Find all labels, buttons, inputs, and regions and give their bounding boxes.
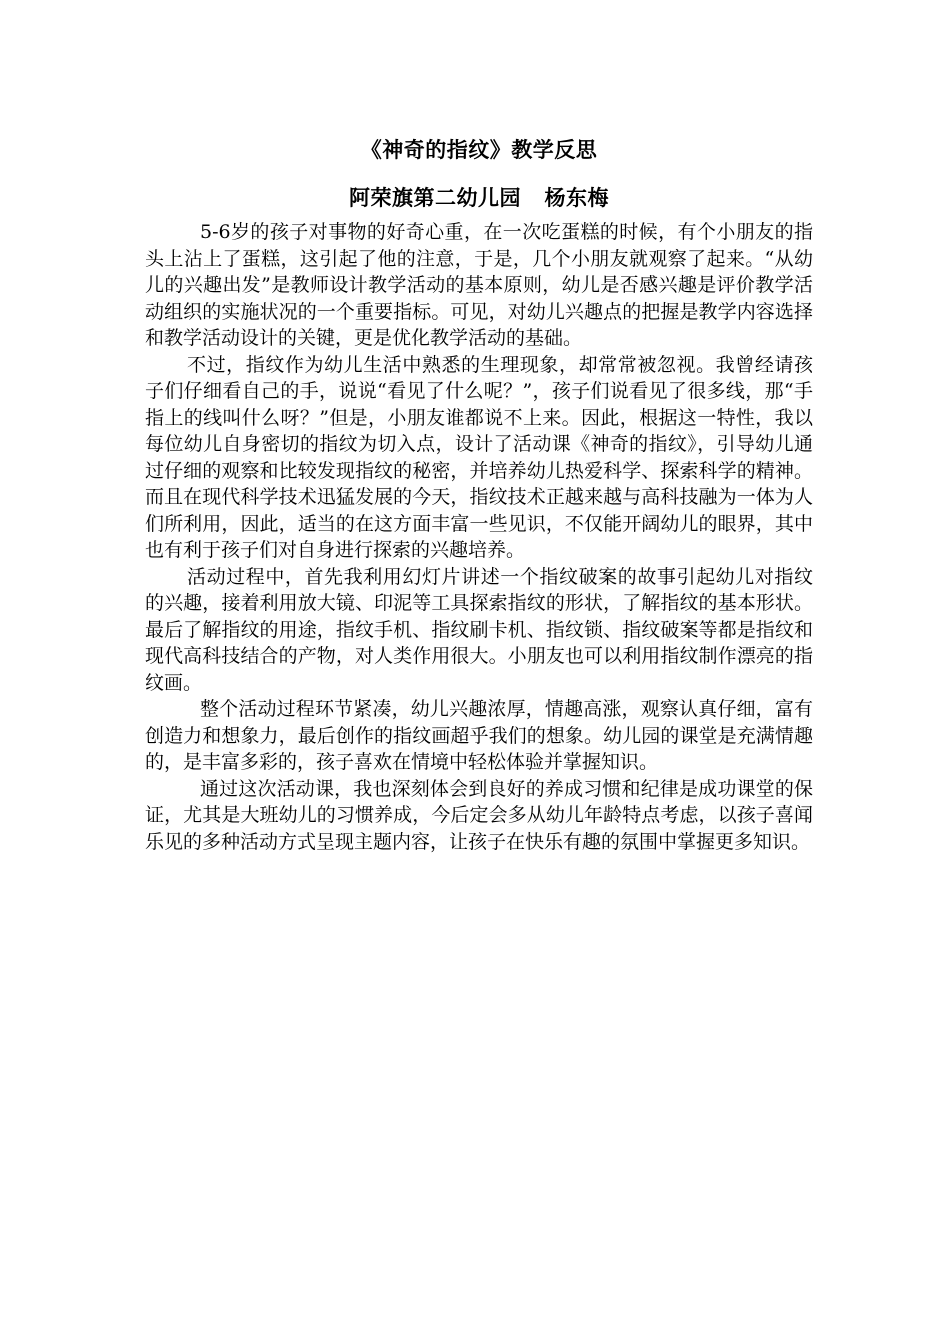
paragraph-2: 不过，指纹作为幼儿生活中熟悉的生理现象，却常常被忽视。我曾经请孩子们仔细看自己的手，说说“看见了什么呢？”，孩子们说看见了很多线，那“手指上的线叫什么呀？”但是，小朋友谁都说不上来。因此，根据这一特性，我以每位幼儿自身密切的指纹为切入点，设计了活动课《神奇的指纹》，引导幼儿通过仔细的观察和比较发现指纹的秘密，并培养幼儿热爱科学、探索科学的精神。而且在现代科学技术迅猛发展的今天，指纹技术正越来越与高科技融为一体为人们所利用，因此，适当的在这方面丰富一些见识，不仅能开阔幼儿的眼界，其中也有利于孩子们对自身进行探索的兴趣培养。 (145, 353, 813, 561)
paragraph-4: 整个活动过程环节紧凑，幼儿兴趣浓厚，情趣高涨，观察认真仔细，富有创造力和想象力，最后创作的指纹画超乎我们的想象。幼儿园的课堂是充满情趣的，是丰富多彩的，孩子喜欢在情境中轻松体验并掌握知识。 (145, 698, 813, 773)
paragraph-5: 通过这次活动课，我也深刻体会到良好的养成习惯和纪律是成功课堂的保证，尤其是大班幼儿的习惯养成，今后定会多从幼儿年龄特点考虑，以孩子喜闻乐见的多种活动方式呈现主题内容，让孩子在快乐有趣的氛围中掌握更多知识。 (145, 777, 813, 853)
author-line: 阿荣旗第二幼儿园 杨东梅 (349, 186, 609, 210)
document-page (145, 133, 813, 855)
paragraph-1: 5-6岁的孩子对事物的好奇心重，在一次吃蛋糕的时候，有个小朋友的指头上沾上了蛋糕，这引起了他的注意，于是，几个小朋友就观察了起来。“从幼儿的兴趣出发”是教师设计教学活动的基本原则，幼儿是否感兴趣是评价教学活动组织的实施状况的一个重要指标。可见，对幼儿兴趣点的把握是教学内容选择和教学活动设计的关键，更是优化教学活动的基础。 (145, 221, 813, 349)
paragraph-3: 活动过程中，首先我利用幻灯片讲述一个指纹破案的故事引起幼儿对指纹的兴趣，接着利用放大镜、印泥等工具探索指纹的形状，了解指纹的基本形状。最后了解指纹的用途，指纹手机、指纹刷卡机、指纹锁、指纹破案等都是指纹和现代高科技结合的产物，对人类作用很大。小朋友也可以利用指纹制作漂亮的指纹画。 (145, 565, 813, 694)
document-body (145, 219, 813, 855)
document-title: 《神奇的指纹》教学反思 (360, 138, 598, 162)
